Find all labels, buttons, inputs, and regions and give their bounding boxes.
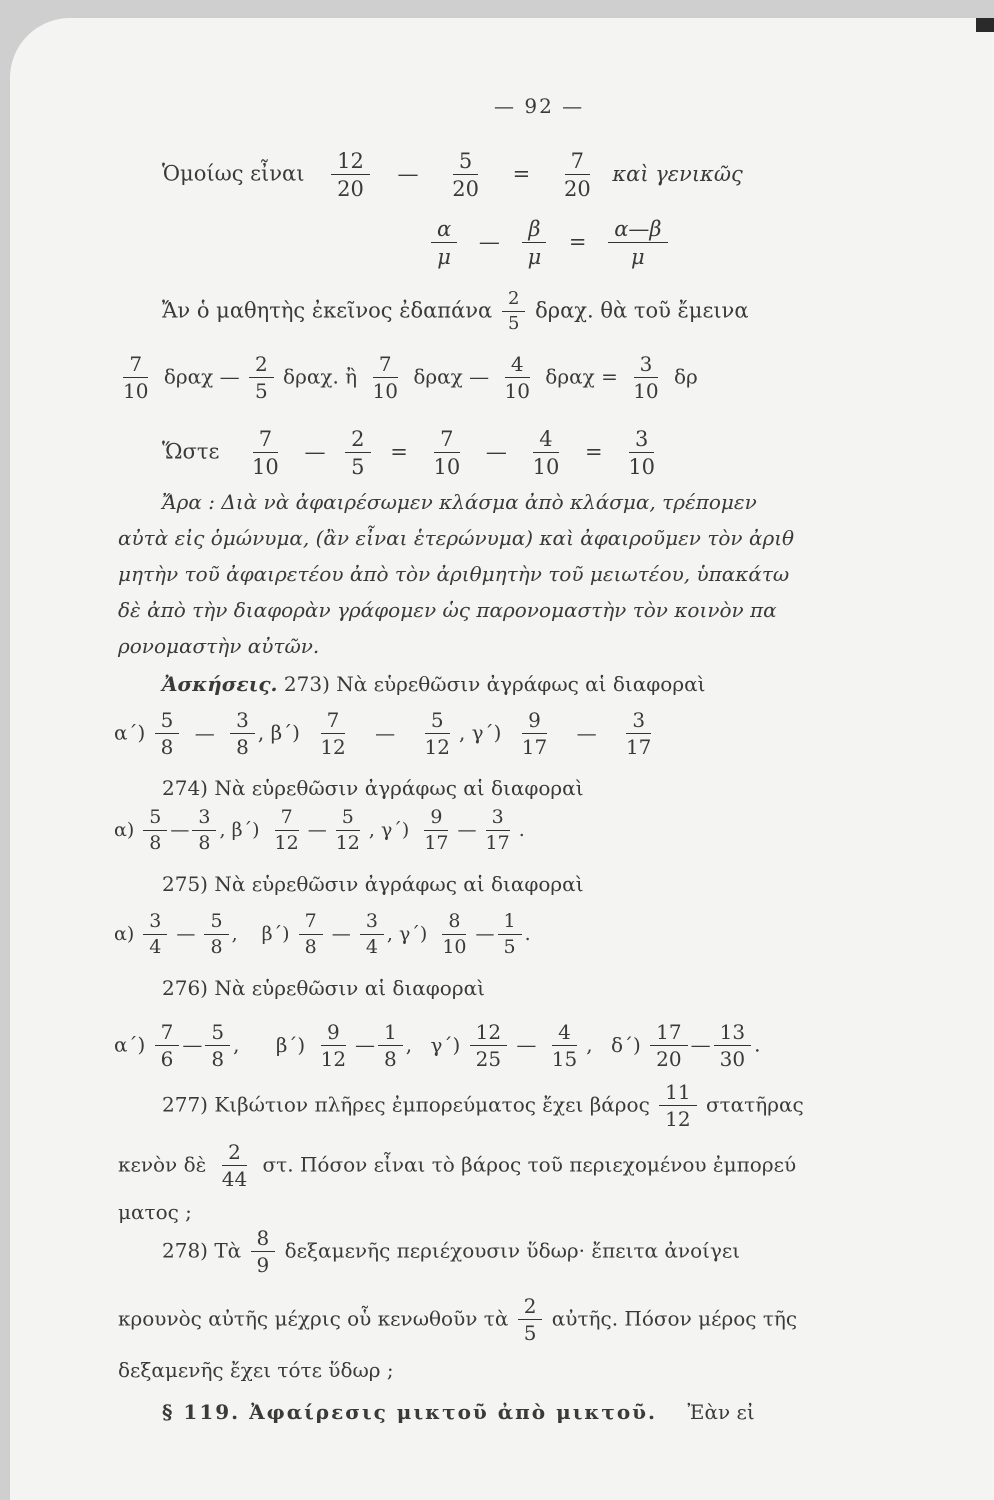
fraction (378, 1022, 403, 1070)
an-text: Ἄν ὁ μαθητὴς ἐκεῖνος ἐδαπάνα (162, 298, 493, 323)
fraction (659, 1082, 696, 1130)
numerator: 2 (502, 290, 525, 312)
exercise-273-heading (162, 674, 705, 694)
numerator: 12 (331, 150, 370, 175)
fraction (143, 808, 167, 854)
scan-mark (976, 18, 994, 32)
numerator: 7 (373, 354, 398, 378)
fraction (330, 808, 366, 854)
numerator: 5 (336, 808, 360, 831)
numerator: 5 (205, 1022, 230, 1046)
denominator: 10 (123, 379, 149, 403)
item-label: α) (114, 818, 135, 841)
numerator: 7 (155, 1022, 180, 1046)
oste-label: Ὥστε (162, 439, 220, 464)
fraction (470, 1022, 507, 1070)
numerator: 7 (434, 428, 459, 453)
denominator: 4 (149, 935, 162, 958)
exercise-278-line-3: δεξαμενῆς ἔχει τότε ὕδωρ ; (118, 1358, 394, 1382)
exercise-278-line-1 (162, 1228, 740, 1276)
rule-line-4: δὲ ἀπὸ τὴν διαφορὰν γράφομεν ὡς παρονομαστὴν τὸν κοινὸν πα (118, 598, 777, 622)
exercise-275-heading: 275) Νὰ εὑρεθῶσιν ἀγράφως αἱ διαφοραὶ (162, 872, 584, 896)
fraction (418, 710, 455, 758)
numerator: 8 (442, 912, 466, 935)
exercise-text: δεξαμενῆς περιέχουσιν ὕδωρ· ἔπειτα ἀνοίγει (284, 1238, 741, 1263)
numerator: 5 (425, 710, 450, 734)
denominator: 9 (256, 1253, 270, 1277)
numerator: 2 (345, 428, 370, 453)
numerator: 3 (486, 808, 510, 831)
fraction (431, 218, 457, 268)
fraction (155, 1022, 180, 1070)
an-text-2: δραχ. θὰ τοῦ ἔμεινα (535, 298, 749, 323)
denominator: 8 (236, 735, 249, 759)
item-label: γ΄) (399, 922, 428, 945)
numerator: 9 (321, 1022, 346, 1046)
text: δραχ. ἢ (283, 364, 358, 389)
numerator: 13 (714, 1022, 751, 1046)
denominator: 10 (532, 455, 560, 480)
item-label: α΄) (114, 720, 146, 745)
fraction (418, 808, 454, 854)
denominator: 10 (433, 455, 461, 480)
denominator: 8 (211, 1047, 225, 1071)
numerator: 9 (424, 808, 448, 831)
fraction (546, 1022, 583, 1070)
numerator: 12 (470, 1022, 507, 1046)
numerator: 4 (552, 1022, 577, 1046)
rule-line-1: Ἄρα : Διὰ νὰ ἀφαιρέσωμεν κλάσμα ἀπὸ κλάσμα, τρέπομεν (162, 490, 757, 514)
exercises-label: Ἀσκήσεις. (162, 672, 278, 696)
fraction (331, 150, 370, 200)
fraction (714, 1022, 751, 1070)
item-label: α΄) (114, 1032, 146, 1057)
fraction (558, 150, 597, 200)
omoios-label: Ὁμοίως εἶναι (162, 161, 305, 186)
rule-line-3: μητὴν τοῦ ἀφαιρετέου ἀπὸ τὸν ἀριθμητὴν τοῦ μειωτέου, ὑπακάτω (118, 562, 790, 586)
item-label: δ΄) (610, 1032, 641, 1057)
denominator: 15 (551, 1047, 578, 1071)
kai-genikos: καὶ γενικῶς (612, 161, 743, 186)
numerator: 11 (659, 1082, 696, 1106)
drachma-line (114, 354, 698, 402)
oste-line: Ὥστε $\frac{7}{10}$ — $\frac{2}{5}$ = $\frac{7}{10}$ — $\frac{4}{10}$ = $\frac{3}{10}$ (162, 428, 664, 478)
denominator: 8 (149, 831, 162, 854)
denominator: 12 (320, 735, 346, 759)
fraction (345, 428, 370, 478)
denominator: 10 (628, 455, 656, 480)
exercise-274-heading: 274) Νὰ εὑρεθῶσιν ἀγράφως αἱ διαφοραὶ (162, 776, 584, 800)
item-label: γ΄) (381, 818, 410, 841)
numerator: 5 (204, 912, 228, 935)
fraction (498, 354, 535, 402)
fraction (627, 354, 664, 402)
fraction (192, 808, 216, 854)
exercise-277-line-1 (162, 1082, 804, 1130)
denominator: 5 (503, 935, 516, 958)
numerator: 7 (253, 428, 278, 453)
denominator: 10 (442, 935, 467, 958)
fraction (650, 1022, 687, 1070)
fraction (436, 912, 472, 958)
numerator: 4 (505, 354, 530, 378)
exercise-276-heading: 276) Νὰ εὑρεθῶσιν αἱ διαφοραὶ (162, 976, 485, 1000)
denominator: 20 (563, 177, 591, 202)
numerator: 3 (629, 428, 654, 453)
numerator: 5 (143, 808, 167, 831)
exercise-276-items: α΄) $\frac{7}{6}$ — $\frac{5}{8}$ , β΄) $\frac{9}{12}$ — $\frac{1}{8}$ , γ΄) $\frac{12}{25}$ — $\frac{4}{15}$ , δ΄) $\frac{17}{20}$ — $\frac{13}{30}$ . (114, 1020, 761, 1071)
item-label: β΄) (270, 720, 300, 745)
denominator: 5 (351, 455, 365, 480)
numerator: β (522, 218, 546, 243)
denominator: 12 (335, 831, 360, 854)
denominator: 5 (523, 1321, 537, 1345)
fraction (527, 428, 566, 478)
exercise-277-line-2 (118, 1142, 796, 1190)
fraction (502, 290, 525, 334)
exercise-text: 277) Κιβώτιον πλῆρες ἐμπορεύματος ἔχει βάρος (162, 1092, 650, 1117)
fraction (446, 150, 485, 200)
denominator: 5 (254, 379, 268, 403)
denominator: 44 (221, 1167, 248, 1191)
numerator: 17 (650, 1022, 687, 1046)
fraction (216, 1142, 253, 1190)
exercise-text: στατῆρας (705, 1092, 804, 1117)
fraction (498, 912, 522, 958)
exercise-274-items: α) $\frac{5}{8}$ — $\frac{3}{8}$ , β΄) $\frac{7}{12}$ — $\frac{5}{12}$ , γ΄) $\frac{9}{17}$ — $\frac{3}{17}$ . (114, 806, 525, 854)
fraction (269, 808, 305, 854)
numerator: 3 (626, 710, 651, 734)
text: δραχ — (413, 364, 490, 389)
denominator: 12 (665, 1107, 691, 1131)
general-formula: $\frac{\alpha}{\mu}$ — $\frac{\beta}{\mu}$ = $\frac{\alpha—\beta}{\mu}$ (428, 218, 671, 268)
text: δραχ — (163, 364, 240, 389)
numerator: 4 (533, 428, 558, 453)
numerator: 5 (453, 150, 478, 175)
denominator: 12 (424, 735, 450, 759)
numerator: 3 (192, 808, 216, 831)
fraction (204, 912, 228, 958)
fraction (620, 710, 657, 758)
fraction (516, 710, 553, 758)
item-label: β΄) (261, 922, 290, 945)
item-label: β΄) (275, 1032, 306, 1057)
fraction (518, 1296, 543, 1344)
exercise-text: 273) Νὰ εὑρεθῶσιν ἀγράφως αἱ διαφοραὶ (283, 672, 706, 696)
numerator: 9 (522, 710, 547, 734)
item-label: β΄) (231, 818, 260, 841)
an-line (162, 290, 749, 334)
fraction (143, 912, 167, 958)
numerator: α—β (608, 218, 667, 243)
fraction (480, 808, 516, 854)
rule-line-5: ρονομαστὴν αὐτῶν. (118, 634, 320, 658)
numerator: 7 (299, 912, 323, 935)
numerator: 2 (222, 1142, 247, 1166)
fraction (155, 710, 180, 758)
denominator: 5 (507, 312, 520, 334)
denominator: 12 (274, 831, 299, 854)
text: δραχ = (545, 364, 618, 389)
exercise-text: στ. Πόσον εἶναι τὸ βάρος τοῦ περιεχομένου ἐμπορεύ (262, 1152, 797, 1177)
item-label: γ΄) (430, 1032, 461, 1057)
fraction (246, 428, 285, 478)
numerator: 5 (155, 710, 180, 734)
denominator: 17 (485, 831, 510, 854)
section-heading (162, 1402, 755, 1422)
denominator: 8 (160, 735, 174, 759)
denominator: 10 (252, 455, 279, 480)
item-label: γ΄) (471, 720, 502, 745)
numerator: 3 (230, 710, 255, 734)
numerator: 3 (360, 912, 384, 935)
book-page (10, 18, 994, 1500)
numerator: 7 (321, 710, 346, 734)
fraction (249, 354, 274, 402)
denominator: μ (437, 245, 451, 270)
text: δρ (674, 364, 698, 389)
denominator: 20 (337, 177, 364, 202)
fraction (427, 428, 466, 478)
fraction (367, 354, 404, 402)
numerator: 3 (143, 912, 167, 935)
section-text: Ἐὰν εἰ (687, 1400, 755, 1424)
exercise-text: 278) Τὰ (162, 1238, 242, 1263)
denominator: 8 (198, 831, 211, 854)
rule-line-2: αὐτὰ εἰς ὁμώνυμα, (ἂν εἶναι ἑτερώνυμα) καὶ ἀφαιροῦμεν τὸν ἀριθ (118, 526, 795, 550)
numerator: 1 (378, 1022, 403, 1046)
numerator: 7 (565, 150, 590, 175)
denominator: μ (631, 245, 645, 270)
numerator: 7 (275, 808, 299, 831)
numerator: 7 (123, 354, 148, 378)
fraction (314, 710, 351, 758)
numerator: α (431, 218, 457, 243)
exercise-text: κρουνὸς αὐτῆς μέχρις οὗ κενωθοῦν τὰ (118, 1306, 509, 1331)
denominator: 4 (365, 935, 378, 958)
fraction (360, 912, 384, 958)
fraction (522, 218, 548, 268)
fraction (608, 218, 667, 268)
denominator: μ (527, 245, 542, 270)
denominator: 10 (372, 379, 398, 403)
denominator: 17 (625, 735, 652, 759)
denominator: 8 (210, 935, 223, 958)
denominator: 12 (320, 1047, 347, 1071)
numerator: 8 (251, 1228, 276, 1252)
exercise-273-items: α΄) $\frac{5}{8}$ — $\frac{3}{8}$ , β΄) $\frac{7}{12}$ — $\frac{5}{12}$ , γ΄) $\frac{9}{17}$ — $\frac{3}{17}$ (114, 710, 660, 758)
numerator: 3 (634, 354, 659, 378)
fraction (230, 710, 255, 758)
fraction (251, 1228, 276, 1276)
denominator: 17 (521, 735, 548, 759)
fraction (299, 912, 323, 958)
exercise-text: κενὸν δὲ (118, 1152, 207, 1177)
exercise-277-line-3: ματος ; (118, 1200, 192, 1224)
denominator: 25 (475, 1047, 502, 1071)
denominator: 20 (452, 177, 479, 202)
fraction (117, 354, 154, 402)
fraction (622, 428, 661, 478)
numerator: 2 (518, 1296, 543, 1320)
denominator: 6 (160, 1047, 174, 1071)
denominator: 30 (719, 1047, 746, 1071)
exercise-278-line-2 (118, 1296, 797, 1344)
denominator: 17 (424, 831, 449, 854)
intro-equation: Ὁμοίως εἶναι $\frac{12}{20}$ — $\frac{5}{20}$ = $\frac{7}{20}$ καὶ γενικῶς (162, 149, 743, 202)
exercise-275-items: α) $\frac{3}{4}$ — $\frac{5}{8}$ , β΄) $\frac{7}{8}$ — $\frac{3}{4}$ , γ΄) $\frac{8}{10}$ — $\frac{1}{5}$ . (114, 910, 531, 958)
numerator: 2 (249, 354, 274, 378)
denominator: 10 (504, 379, 530, 403)
page-number: — 92 — (494, 94, 585, 118)
denominator: 8 (384, 1047, 397, 1071)
denominator: 20 (656, 1047, 682, 1071)
denominator: 8 (304, 935, 317, 958)
denominator: 10 (633, 379, 659, 403)
fraction (315, 1022, 352, 1070)
exercise-text: αὐτῆς. Πόσον μέρος τῆς (551, 1306, 798, 1331)
section-title: § 119. Ἀφαίρεσις μικτοῦ ἀπὸ μικτοῦ. (162, 1400, 658, 1424)
fraction (205, 1022, 230, 1070)
numerator: 1 (498, 912, 522, 935)
item-label: α) (114, 922, 135, 945)
